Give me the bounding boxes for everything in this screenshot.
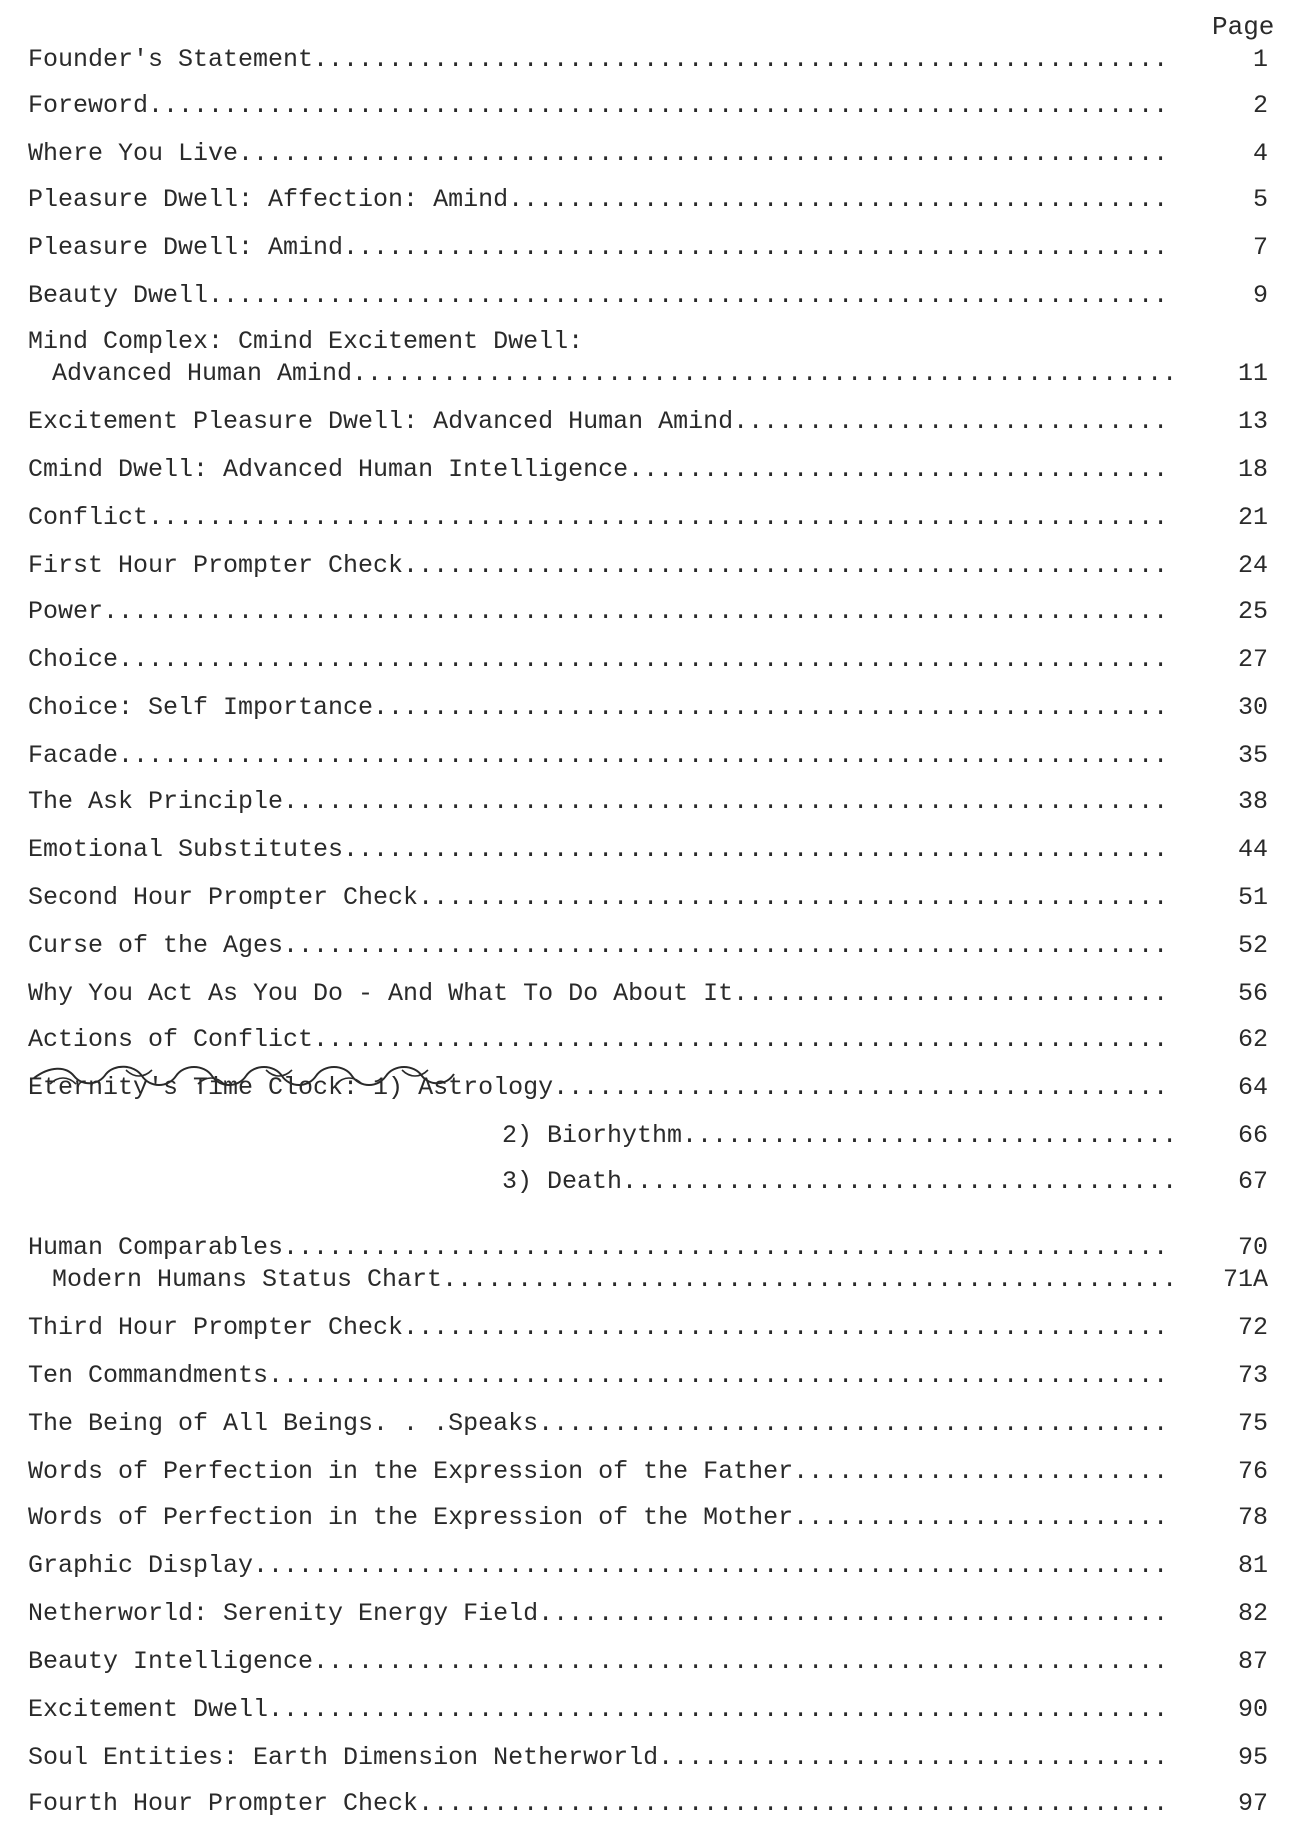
toc-entry xyxy=(502,1120,1268,1152)
toc-page-number: 62 xyxy=(1237,1025,1268,1054)
toc-title: Human Comparables........................................................... xyxy=(28,1233,1169,1262)
toc-title: 2) Biorhythm................................. xyxy=(502,1121,1178,1150)
toc-title: Eternity's Time Clock: 1) Astrology......................................... xyxy=(28,1073,1169,1102)
toc-page-number: 75 xyxy=(1237,1409,1268,1438)
toc-title: Advanced Human Amind....................................................... xyxy=(52,359,1178,388)
toc-title: Words of Perfection in the Expression of the Mother......................... xyxy=(28,1503,1169,1532)
toc-title: Beauty Dwell................................................................ xyxy=(28,281,1169,310)
toc-page-number: 2 xyxy=(1252,91,1268,120)
toc-title: Ten Commandments............................................................ xyxy=(28,1361,1169,1390)
toc-title: Pleasure Dwell: Amind....................................................... xyxy=(28,233,1169,262)
toc-entry xyxy=(28,596,1268,628)
toc-page-number: 71A xyxy=(1222,1265,1268,1294)
toc-page-number: 9 xyxy=(1252,281,1268,310)
toc-page-number: 25 xyxy=(1237,597,1268,626)
toc-entry xyxy=(28,1408,1268,1440)
toc-entry xyxy=(28,1694,1268,1726)
toc-page-number: 51 xyxy=(1237,883,1268,912)
toc-entry xyxy=(28,454,1268,486)
toc-entry xyxy=(28,1502,1268,1534)
toc-page-number: 56 xyxy=(1237,979,1268,1008)
toc-title: Beauty Intelligence......................................................... xyxy=(28,1647,1169,1676)
toc-title: Cmind Dwell: Advanced Human Intelligence.................................... xyxy=(28,455,1169,484)
toc-entry xyxy=(28,1024,1268,1056)
toc-title: Facade...................................................................... xyxy=(28,741,1169,770)
toc-title: Conflict.................................................................... xyxy=(28,503,1169,532)
toc-title: Founder's Statement......................................................... xyxy=(28,45,1169,74)
toc-title: Foreword.................................................................... xyxy=(28,91,1169,120)
toc-title: Netherworld: Serenity Energy Field.......................................... xyxy=(28,1599,1169,1628)
toc-page-number: 66 xyxy=(1237,1121,1268,1150)
toc-title: Actions of Conflict......................................................... xyxy=(28,1025,1169,1054)
toc-title: Choice...................................................................... xyxy=(28,645,1169,674)
toc-entry xyxy=(28,1232,1268,1264)
toc-title: Fourth Hour Prompter Check.................................................. xyxy=(28,1789,1169,1818)
toc-page-number: 87 xyxy=(1237,1647,1268,1676)
toc-entry xyxy=(28,502,1268,534)
toc-entry xyxy=(28,358,1268,390)
toc-entry xyxy=(502,1166,1268,1198)
toc-page-number: 81 xyxy=(1237,1551,1268,1580)
toc-entry xyxy=(28,834,1268,866)
toc-title: The Ask Principle........................................................... xyxy=(28,787,1169,816)
toc-title: Soul Entities: Earth Dimension Netherworld.................................. xyxy=(28,1743,1169,1772)
toc-title: Words of Perfection in the Expression of the Father......................... xyxy=(28,1457,1169,1486)
toc-page-number: 1 xyxy=(1252,45,1268,74)
toc-page-number: 7 xyxy=(1252,233,1268,262)
toc-title: Emotional Substitutes....................................................... xyxy=(28,835,1169,864)
toc-title: Excitement Dwell............................................................ xyxy=(28,1695,1169,1724)
toc-entry xyxy=(28,1788,1268,1820)
toc-entry xyxy=(28,280,1268,312)
toc-title: Excitement Pleasure Dwell: Advanced Human Amind............................. xyxy=(28,407,1169,436)
toc-page-number: 18 xyxy=(1237,455,1268,484)
decorative-flourish xyxy=(30,1062,458,1092)
toc-title: Why You Act As You Do - And What To Do About It............................. xyxy=(28,979,1169,1008)
toc-entry xyxy=(28,1742,1268,1774)
toc-page-number: 95 xyxy=(1237,1743,1268,1772)
toc-page-number: 44 xyxy=(1237,835,1268,864)
toc-page-number: 35 xyxy=(1237,741,1268,770)
toc-title: Curse of the Ages........................................................... xyxy=(28,931,1169,960)
toc-entry xyxy=(28,882,1268,914)
toc-entry xyxy=(28,1550,1268,1582)
toc-page-number: 27 xyxy=(1237,645,1268,674)
toc-entry xyxy=(28,1312,1268,1344)
toc-entry xyxy=(28,184,1268,216)
toc-page-number: 73 xyxy=(1237,1361,1268,1390)
toc-page-number: 30 xyxy=(1237,693,1268,722)
toc-title: Choice: Self Importance..................................................... xyxy=(28,693,1169,722)
toc-entry xyxy=(28,644,1268,676)
toc-page-number: 76 xyxy=(1237,1457,1268,1486)
toc-title: 3) Death..................................... xyxy=(502,1167,1178,1196)
toc-title: Modern Humans Status Chart................................................. xyxy=(52,1265,1178,1294)
toc-entry xyxy=(28,1598,1268,1630)
page-column-label: Page xyxy=(1212,12,1275,42)
toc-page-number: 90 xyxy=(1237,1695,1268,1724)
toc-title: Third Hour Prompter Check................................................... xyxy=(28,1313,1169,1342)
toc-entry xyxy=(28,1264,1268,1296)
toc-title: The Being of All Beings. . .Speaks.......................................... xyxy=(28,1409,1169,1438)
toc-page-number: 70 xyxy=(1237,1233,1268,1262)
toc-entry xyxy=(28,1360,1268,1392)
toc-page-number: 4 xyxy=(1252,139,1268,168)
toc-entry xyxy=(28,138,1268,170)
toc-page-number: 64 xyxy=(1237,1073,1268,1102)
toc-page-number: 13 xyxy=(1237,407,1268,436)
toc-entry xyxy=(28,786,1268,818)
toc-entry xyxy=(28,1646,1268,1678)
toc-entry xyxy=(28,930,1268,962)
toc-entry xyxy=(28,740,1268,772)
toc-entry xyxy=(28,692,1268,724)
toc-entry xyxy=(28,550,1268,582)
toc-title: Second Hour Prompter Check.................................................. xyxy=(28,883,1169,912)
toc-page-number: 67 xyxy=(1237,1167,1268,1196)
toc-entry xyxy=(28,978,1268,1010)
toc-title: Mind Complex: Cmind Excitement Dwell: xyxy=(28,327,584,356)
toc-page-number: 21 xyxy=(1237,503,1268,532)
toc-page-number: 97 xyxy=(1237,1789,1268,1818)
toc-entry xyxy=(28,1456,1268,1488)
toc-entry xyxy=(28,232,1268,264)
toc-title: First Hour Prompter Check................................................... xyxy=(28,551,1169,580)
toc-entry xyxy=(28,44,1268,76)
toc-page-number: 24 xyxy=(1237,551,1268,580)
toc-title: Power....................................................................... xyxy=(28,597,1169,626)
toc-page-number: 72 xyxy=(1237,1313,1268,1342)
toc-page-number: 5 xyxy=(1252,185,1268,214)
toc-entry xyxy=(28,406,1268,438)
toc-title: Pleasure Dwell: Affection: Amind............................................ xyxy=(28,185,1169,214)
toc-page-number: 82 xyxy=(1237,1599,1268,1628)
toc-page-number: 11 xyxy=(1237,359,1268,388)
toc-entry xyxy=(28,326,1268,358)
toc-page-number: 52 xyxy=(1237,931,1268,960)
toc-title: Where You Live.............................................................. xyxy=(28,139,1169,168)
toc-title: Graphic Display............................................................. xyxy=(28,1551,1169,1580)
toc-page-number: 38 xyxy=(1237,787,1268,816)
toc-entry xyxy=(28,90,1268,122)
toc-page-number: 78 xyxy=(1237,1503,1268,1532)
